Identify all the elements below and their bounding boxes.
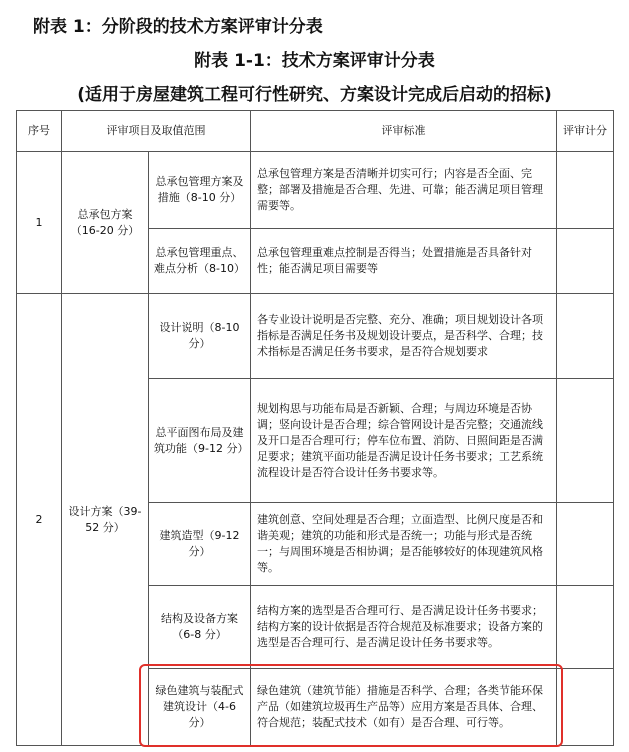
item-standard: 总承包管理方案是否清晰并切实可行；内容是否全面、完整；部署及措施是否合理、先进、可靠；能否满足项目管理需要等。 <box>251 152 557 229</box>
item-standard: 总承包管理重难点控制是否得当；处置措施是否具备针对性；能否满足项目需要等 <box>251 229 557 294</box>
row-seq: 2 <box>17 294 62 746</box>
header-seq: 序号 <box>17 111 62 152</box>
item-name: 总承包管理方案及措施（8-10 分） <box>149 152 251 229</box>
item-name: 绿色建筑与装配式建筑设计（4-6 分） <box>149 669 251 746</box>
score-cell[interactable] <box>557 586 614 669</box>
page-title: 附表 1：分阶段的技术方案评审计分表 <box>33 17 323 37</box>
item-name: 建筑造型（9-12 分） <box>149 503 251 586</box>
header-score: 评审计分 <box>557 111 614 152</box>
item-standard: 结构方案的选型是否合理可行、是否满足设计任务书要求；结构方案的设计依据是否符合规范及标准要求；设备方案的选型是否合理可行、是否满足设计任务书要求等。 <box>251 586 557 669</box>
score-cell[interactable] <box>557 294 614 379</box>
header-standard: 评审标准 <box>251 111 557 152</box>
score-cell[interactable] <box>557 152 614 229</box>
row-group: 设计方案（39-52 分） <box>62 294 149 746</box>
item-name: 总承包管理重点、难点分析（8-10） <box>149 229 251 294</box>
table-row <box>17 152 614 229</box>
score-cell[interactable] <box>557 379 614 503</box>
item-standard: 规划构思与功能布局是否新颖、合理；与周边环境是否协调；竖向设计是否合理；综合管网设计是否完整；交通流线及开口是否合理可行；停车位布置、消防、日照间距是否满足要求；建筑平面功能是否满足设计任务书要求；工艺系统流程设计是否符合设计任务书要求等。 <box>251 379 557 503</box>
item-standard: 绿色建筑（建筑节能）措施是否科学、合理；各类节能环保产品（如建筑垃圾再生产品等）应用方案是否具体、合理、符合规范；装配式技术（如有）是否合理、可行等。 <box>251 669 557 746</box>
header-item: 评审项目及取值范围 <box>62 111 251 152</box>
item-standard: 建筑创意、空间处理是否合理；立面造型、比例尺度是否和谐美观；建筑的功能和形式是否统一；功能与形式是否统一；与周围环境是否相协调；是否能够较好的体现建筑风格等。 <box>251 503 557 586</box>
item-name: 总平面图布局及建筑功能（9-12 分） <box>149 379 251 503</box>
table-title: 附表 1-1：技术方案评审计分表 <box>194 51 435 71</box>
table-note: (适用于房屋建筑工程可行性研究、方案设计完成后启动的招标) <box>77 85 552 105</box>
score-cell[interactable] <box>557 229 614 294</box>
item-name: 设计说明（8-10 分） <box>149 294 251 379</box>
header-row <box>17 111 614 152</box>
row-group: 总承包方案（16-20 分） <box>62 152 149 294</box>
scoring-table <box>16 110 614 746</box>
row-seq: 1 <box>17 152 62 294</box>
item-name: 结构及设备方案（6-8 分） <box>149 586 251 669</box>
score-cell[interactable] <box>557 669 614 746</box>
score-cell[interactable] <box>557 503 614 586</box>
table-row <box>17 294 614 379</box>
item-standard: 各专业设计说明是否完整、充分、准确；项目规划设计各项指标是否满足任务书及规划设计要点，是否科学、合理；技术指标是否满足任务书要求，是否符合规划要求 <box>251 294 557 379</box>
